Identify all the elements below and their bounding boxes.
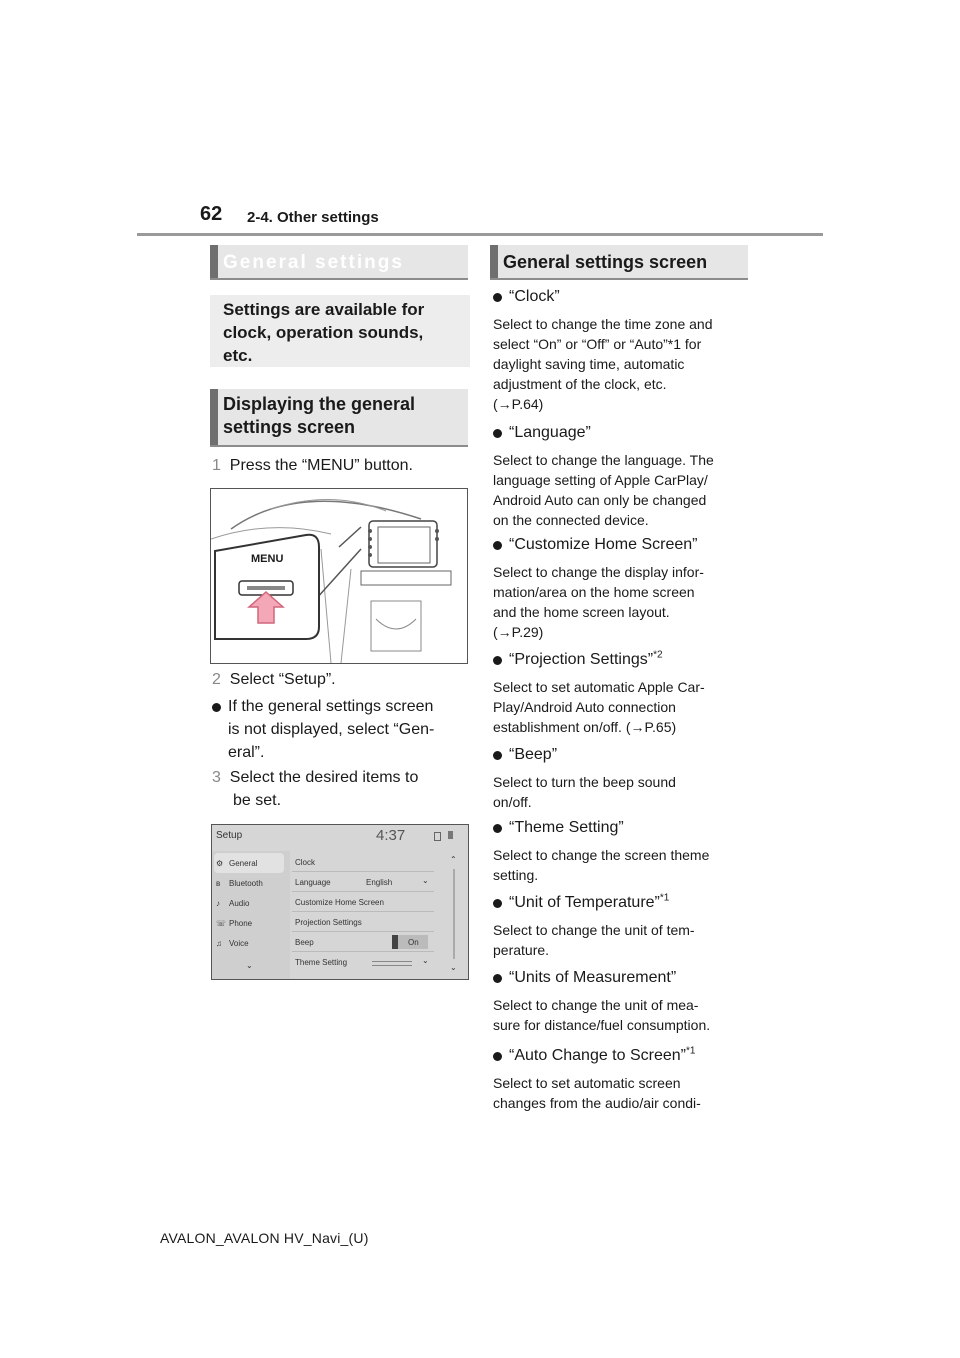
setting-item (493, 287, 758, 414)
row-beep[interactable]: Beep (295, 938, 314, 947)
menu-button-figure (210, 488, 468, 664)
setting-item (493, 535, 758, 642)
chevron-down-icon[interactable]: ⌄ (422, 876, 429, 885)
general-settings-screen-heading (490, 245, 748, 280)
setting-title (509, 745, 758, 765)
setting-description (493, 1073, 758, 1113)
setting-description (493, 845, 758, 885)
menu-label: MENU (251, 553, 284, 565)
clock-display: 4:37 (376, 827, 406, 844)
description-line: on/off. (493, 794, 532, 810)
setting-title-text: “Theme Setting” (509, 819, 624, 836)
setting-description (493, 450, 758, 530)
setting-title-text: “Clock” (509, 288, 560, 305)
setting-title-text: “Auto Change to Screen” (509, 1047, 686, 1064)
header-rule (137, 233, 823, 236)
note-bullet (212, 695, 472, 764)
setting-description (493, 562, 758, 642)
description-line: Select to set automatic Apple Car- (493, 679, 705, 695)
description-line: Select to change the time zone and (493, 316, 713, 332)
setting-item (493, 818, 758, 885)
setting-item (493, 423, 758, 530)
sidebar-item-bluetooth[interactable]: Bluetooth (229, 879, 263, 888)
bullet-icon (493, 541, 502, 550)
bullet-line: If the general settings screen (228, 698, 434, 715)
heading-accent (210, 245, 218, 278)
step-text: be set. (233, 792, 282, 809)
description-line: select “On” or “Off” or “Auto”*1 for (493, 336, 702, 352)
language-value: English (366, 878, 393, 887)
setting-title (509, 893, 758, 913)
description-line: mation/area on the home screen (493, 584, 695, 600)
description-line: establishment on/off. (→P.65) (493, 719, 677, 735)
step-text: Press the “MENU” button. (229, 457, 413, 474)
description-line: and the home screen layout. (493, 604, 670, 620)
setting-title (509, 1046, 758, 1066)
bullet-icon (493, 974, 502, 983)
bullet-icon (493, 751, 502, 760)
subheading-line: settings screen (223, 417, 356, 437)
setting-item (493, 650, 758, 737)
setting-title-text: “Projection Settings” (509, 651, 654, 668)
description-line: Select to change the language. The (493, 452, 714, 468)
settings-list (292, 851, 434, 979)
scrollbar[interactable] (448, 855, 460, 975)
setting-title-text: “Unit of Temperature” (509, 894, 660, 911)
row-language[interactable]: Language (295, 878, 331, 887)
step-text: Select “Setup”. (229, 671, 336, 688)
bluetooth-icon: ʙ (216, 879, 221, 888)
description-line: Play/Android Auto connection (493, 699, 676, 715)
description-line: perature. (493, 942, 550, 958)
setting-title-text: “Units of Measurement” (509, 969, 677, 986)
page-footer: AVALON_AVALON HV_Navi_(U) (160, 1230, 369, 1246)
setup-sidebar (212, 851, 290, 979)
heading-accent (210, 389, 218, 445)
row-customize-home[interactable]: Customize Home Screen (295, 898, 384, 907)
heading-text: General settings screen (503, 252, 708, 272)
description-line: changes from the audio/air condi- (493, 1095, 701, 1111)
beep-value: On (408, 938, 419, 947)
step-3 (212, 766, 418, 812)
step-text: Select the desired items to (229, 769, 419, 786)
setting-item (493, 1046, 758, 1113)
setting-title-text: “Language” (509, 424, 591, 441)
step-number: 2 (212, 671, 221, 688)
bullet-icon (493, 656, 502, 665)
description-line: setting. (493, 867, 539, 883)
music-note-icon: ♪ (216, 899, 220, 908)
subheading-line: Displaying the general (223, 394, 416, 414)
page-number: 62 (200, 203, 223, 225)
description-line: language setting of Apple CarPlay/ (493, 472, 708, 488)
description-line: Select to change the unit of mea- (493, 997, 699, 1013)
description-line: Select to change the screen theme (493, 847, 710, 863)
setup-title: Setup (216, 830, 243, 841)
bullet-icon (493, 899, 502, 908)
subheading-text (223, 393, 463, 439)
step-2 (212, 668, 336, 691)
setting-description (493, 772, 758, 812)
intro-line: Settings are available for (223, 300, 425, 319)
page-up-icon[interactable]: ⌃ (450, 855, 457, 864)
page-down-icon[interactable]: ⌄ (450, 963, 457, 972)
setting-title (509, 535, 758, 555)
description-line: Android Auto can only be changed (493, 492, 707, 508)
dashboard-illustration (211, 489, 467, 663)
footnote-marker: *1 (659, 892, 670, 904)
intro-box (210, 295, 470, 367)
chevron-down-icon[interactable]: ⌄ (246, 961, 253, 970)
displaying-heading (210, 389, 468, 447)
description-line: (→P.64) (493, 396, 544, 412)
description-line: (→P.29) (493, 624, 544, 640)
row-projection-settings[interactable]: Projection Settings (295, 918, 362, 927)
step-number: 3 (212, 769, 221, 786)
bullet-line: eral”. (228, 744, 265, 761)
description-line: sure for distance/fuel consumption. (493, 1017, 711, 1033)
description-line: Select to change the display infor- (493, 564, 704, 580)
footnote-marker: *2 (653, 649, 663, 661)
section-title: 2-4. Other settings (247, 209, 379, 226)
sidebar-item-phone[interactable]: Phone (229, 919, 253, 928)
footnote-marker: *1 (686, 1045, 696, 1057)
heading-accent (490, 245, 498, 278)
bullet-icon (493, 293, 502, 302)
row-theme-setting[interactable]: Theme Setting (295, 958, 348, 967)
setting-item (493, 893, 758, 960)
bullet-icon (493, 1052, 502, 1061)
lock-icon (434, 832, 441, 841)
sidebar-item-general[interactable]: General (229, 859, 258, 868)
voice-icon: ♫ (216, 939, 222, 948)
setting-description (493, 920, 758, 960)
bullet-icon (493, 824, 502, 833)
setting-title (509, 650, 758, 670)
setting-title-text: “Customize Home Screen” (509, 536, 698, 553)
description-line: Select to set automatic screen (493, 1075, 681, 1091)
phone-icon: ☏ (216, 919, 227, 928)
setting-title (509, 423, 758, 443)
heading-text: General settings (223, 252, 404, 273)
sidebar-item-voice[interactable]: Voice (229, 939, 249, 948)
setting-description (493, 677, 758, 737)
intro-line: etc. (223, 346, 253, 365)
bullet-icon (493, 429, 502, 438)
setting-description (493, 314, 758, 414)
setup-screen-figure (211, 824, 469, 980)
signal-icon (448, 831, 453, 839)
bullet-line: is not displayed, select “Gen- (228, 721, 435, 738)
description-line: Select to change the unit of tem- (493, 922, 695, 938)
chevron-down-icon[interactable]: ⌄ (422, 956, 429, 965)
general-settings-heading (210, 245, 468, 280)
description-line: daylight saving time, automatic (493, 356, 685, 372)
row-clock[interactable]: Clock (295, 858, 316, 867)
setting-item (493, 968, 758, 1035)
description-line: adjustment of the clock, etc. (493, 376, 667, 392)
setting-title-text: “Beep” (509, 746, 558, 763)
setting-item (493, 745, 758, 812)
description-line: on the connected device. (493, 512, 649, 528)
description-line: Select to turn the beep sound (493, 774, 676, 790)
setting-title (509, 968, 758, 988)
beep-toggle[interactable] (392, 935, 428, 949)
setting-description (493, 995, 758, 1035)
step-1 (212, 454, 413, 477)
step-number: 1 (212, 457, 221, 474)
setting-title (509, 287, 758, 307)
sidebar-item-audio[interactable]: Audio (229, 899, 250, 908)
bullet-icon (212, 703, 221, 712)
intro-line: clock, operation sounds, (223, 323, 424, 342)
gear-icon: ⚙ (216, 859, 224, 868)
setting-title (509, 818, 758, 838)
